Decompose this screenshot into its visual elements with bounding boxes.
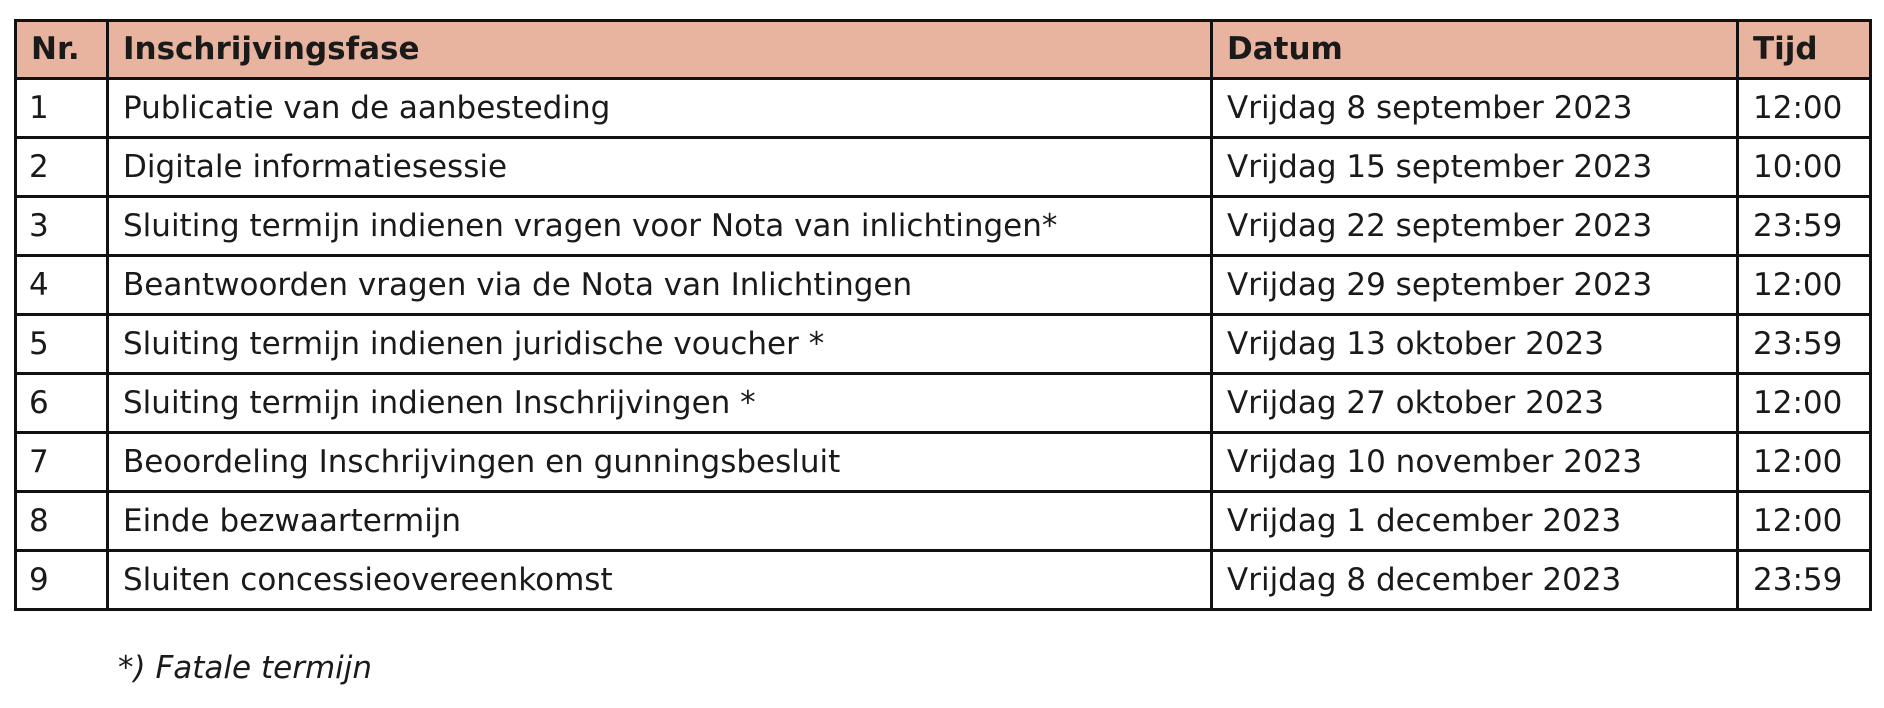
table-row xyxy=(16,197,1871,256)
cell-nr: 8 xyxy=(16,492,108,551)
cell-nr: 5 xyxy=(16,315,108,374)
cell-datum: Vrijdag 8 september 2023 xyxy=(1212,79,1738,138)
cell-nr: 3 xyxy=(16,197,108,256)
cell-datum: Vrijdag 10 november 2023 xyxy=(1212,433,1738,492)
cell-inschrijvingsfase: Beoordeling Inschrijvingen en gunningsbesluit xyxy=(108,433,1212,492)
cell-inschrijvingsfase: Einde bezwaartermijn xyxy=(108,492,1212,551)
table-row xyxy=(16,433,1871,492)
cell-nr: 7 xyxy=(16,433,108,492)
table-row xyxy=(16,315,1871,374)
cell-tijd: 23:59 xyxy=(1738,551,1871,610)
cell-inschrijvingsfase: Sluiting termijn indienen vragen voor Nota van inlichtingen* xyxy=(108,197,1212,256)
table-row xyxy=(16,374,1871,433)
cell-tijd: 23:59 xyxy=(1738,315,1871,374)
footnote: *) Fatale termijn xyxy=(118,650,373,686)
table-row xyxy=(16,551,1871,610)
cell-nr: 6 xyxy=(16,374,108,433)
cell-tijd: 12:00 xyxy=(1738,256,1871,315)
cell-inschrijvingsfase: Sluiten concessieovereenkomst xyxy=(108,551,1212,610)
table-body xyxy=(16,79,1871,610)
header-datum: Datum xyxy=(1212,21,1738,79)
cell-datum: Vrijdag 8 december 2023 xyxy=(1212,551,1738,610)
cell-inschrijvingsfase: Sluiting termijn indienen juridische voucher * xyxy=(108,315,1212,374)
cell-datum: Vrijdag 15 september 2023 xyxy=(1212,138,1738,197)
cell-datum: Vrijdag 27 oktober 2023 xyxy=(1212,374,1738,433)
cell-nr: 4 xyxy=(16,256,108,315)
cell-datum: Vrijdag 13 oktober 2023 xyxy=(1212,315,1738,374)
cell-inschrijvingsfase: Sluiting termijn indienen Inschrijvingen * xyxy=(108,374,1212,433)
cell-datum: Vrijdag 22 september 2023 xyxy=(1212,197,1738,256)
cell-nr: 9 xyxy=(16,551,108,610)
cell-tijd: 10:00 xyxy=(1738,138,1871,197)
table-row xyxy=(16,256,1871,315)
cell-tijd: 23:59 xyxy=(1738,197,1871,256)
cell-tijd: 12:00 xyxy=(1738,492,1871,551)
table-row xyxy=(16,492,1871,551)
cell-datum: Vrijdag 29 september 2023 xyxy=(1212,256,1738,315)
table-header-row xyxy=(16,21,1871,79)
cell-inschrijvingsfase: Digitale informatiesessie xyxy=(108,138,1212,197)
cell-tijd: 12:00 xyxy=(1738,79,1871,138)
cell-datum: Vrijdag 1 december 2023 xyxy=(1212,492,1738,551)
cell-inschrijvingsfase: Publicatie van de aanbesteding xyxy=(108,79,1212,138)
header-inschrijvingsfase: Inschrijvingsfase xyxy=(108,21,1212,79)
cell-nr: 2 xyxy=(16,138,108,197)
table-row xyxy=(16,138,1871,197)
header-tijd: Tijd xyxy=(1738,21,1871,79)
table-row xyxy=(16,79,1871,138)
header-nr: Nr. xyxy=(16,21,108,79)
cell-tijd: 12:00 xyxy=(1738,374,1871,433)
cell-inschrijvingsfase: Beantwoorden vragen via de Nota van Inlichtingen xyxy=(108,256,1212,315)
schedule-table xyxy=(14,19,1872,611)
cell-nr: 1 xyxy=(16,79,108,138)
cell-tijd: 12:00 xyxy=(1738,433,1871,492)
